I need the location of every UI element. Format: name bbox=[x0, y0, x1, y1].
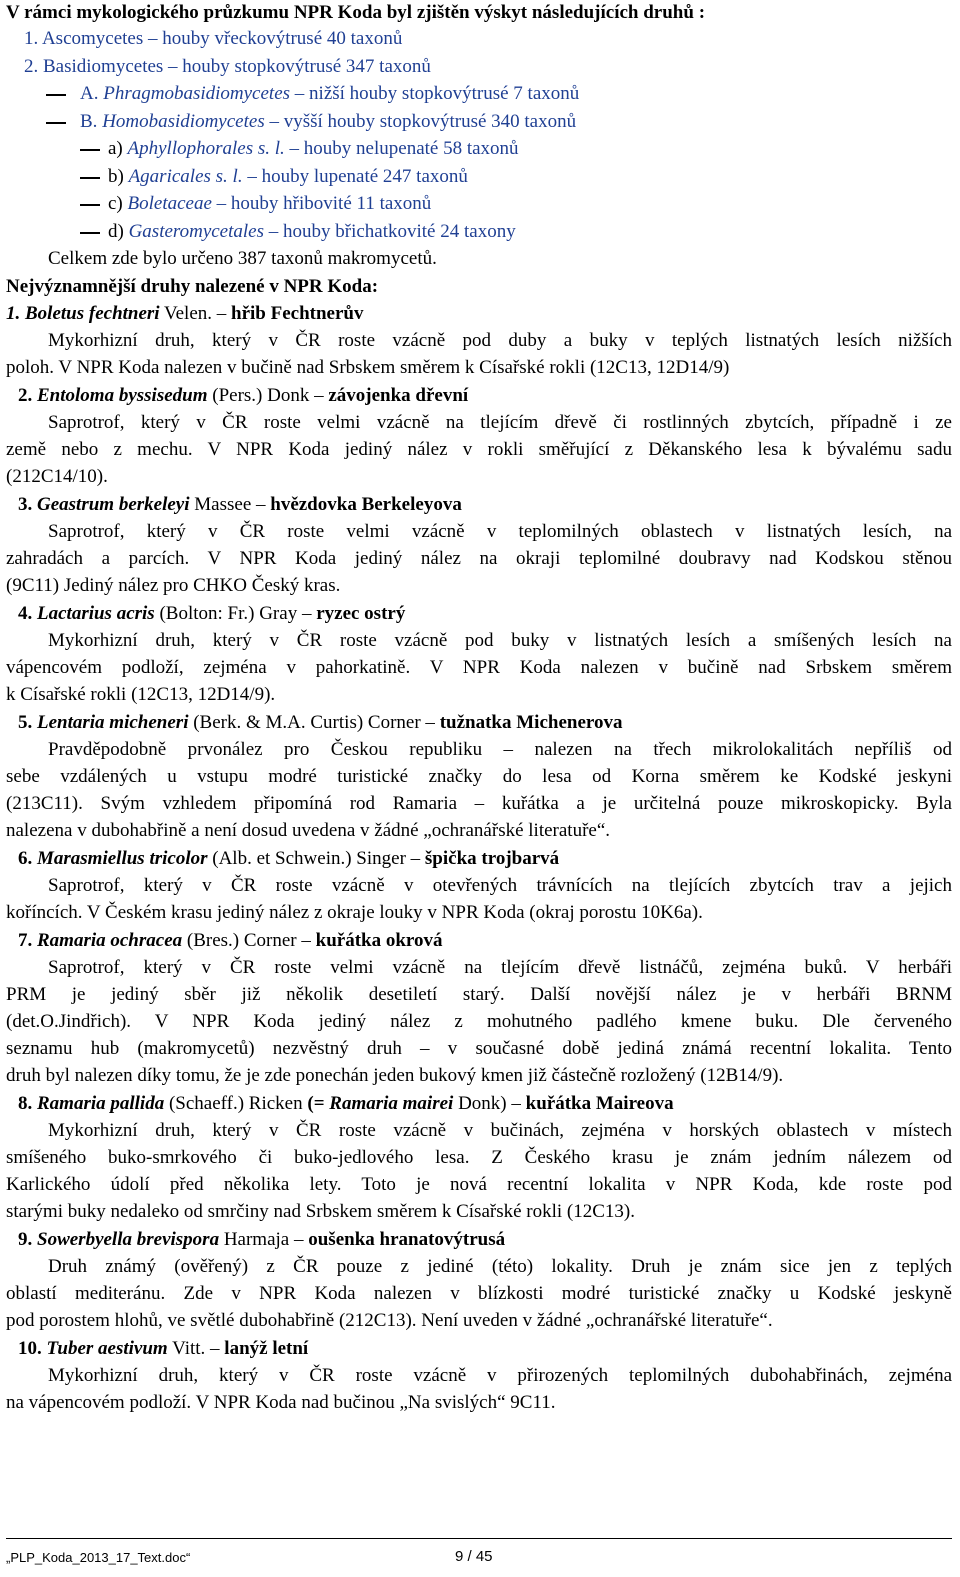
species-description-line: sebe vzdálených u vstupu modré turistické značky do lesa od Korna směrem ke Kodské jeskyni bbox=[6, 766, 952, 787]
species-title: 8. Ramaria pallida (Schaeff.) Ricken (= Ramaria mairei Donk) – kuřátka Maireova bbox=[18, 1093, 674, 1114]
intro-heading: V rámci mykologického průzkumu NPR Koda byl zjištěn výskyt následujících druhů : bbox=[6, 2, 706, 23]
footer-page-number: 9 / 45 bbox=[455, 1548, 493, 1565]
list-item-agaricales: b) Agaricales s. l. – houby lupenaté 247 taxonů bbox=[108, 166, 468, 187]
important-species-heading: Nejvýznamnější druhy nalezené v NPR Koda: bbox=[6, 276, 379, 297]
species-description-line: k Císařské rokli (12C13, 12D14/9). bbox=[6, 684, 276, 705]
list-item-boletaceae: c) Boletaceae – houby hřibovité 11 taxonů bbox=[108, 193, 432, 214]
species-description-line: druh byl nalezen díky tomu, že je zde ponechán jeden bukový kmen již částečně rozložený (12B14/9). bbox=[6, 1065, 784, 1086]
species-title: 3. Geastrum berkeleyi Massee – hvězdovka Berkeleyova bbox=[18, 494, 462, 515]
species-description-line: zahradách a parcích. V NPR Koda jediný nález na okraji teplomilné doubravy nad Kodskou stěnou bbox=[6, 548, 952, 569]
dash-bullet bbox=[46, 122, 66, 124]
species-description-line: Mykorhizní druh, který v ČR roste vzácně v přirozených teplomilných dubohabřinách, zejména bbox=[48, 1365, 952, 1386]
species-description-line: Saprotrof, který v ČR roste velmi vzácně na tlejícím dřevě listnáčů, zejména buků. V herbáři bbox=[48, 957, 952, 978]
dash-bullet bbox=[80, 232, 100, 234]
species-title: 5. Lentaria micheneri (Berk. & M.A. Curtis) Corner – tužnatka Michenerova bbox=[18, 712, 623, 733]
species-title: 10. Tuber aestivum Vitt. – lanýž letní bbox=[18, 1338, 309, 1359]
species-description-line: Saprotrof, který v ČR roste velmi vzácně na tlejícím dřevě či rostlinných zbytcích, případně i ze bbox=[48, 412, 952, 433]
species-title: 6. Marasmiellus tricolor (Alb. et Schwein.) Singer – špička trojbarvá bbox=[18, 848, 560, 869]
species-description-line: starými buky nedaleko od smrčiny nad Srbskem směrem k Císařské rokli (12C13). bbox=[6, 1201, 636, 1222]
dash-bullet bbox=[80, 177, 100, 179]
species-title: 7. Ramaria ochracea (Bres.) Corner – kuřátka okrová bbox=[18, 930, 443, 951]
list-item-gasteromycetales: d) Gasteromycetales – houby břichatkovité 24 taxony bbox=[108, 221, 516, 242]
dash-bullet bbox=[80, 204, 100, 206]
list-item-phragmobasidiomycetes: A. Phragmobasidiomycetes – nižší houby stopkovýtrusé 7 taxonů bbox=[80, 83, 580, 104]
species-description-line: Saprotrof, který v ČR roste velmi vzácně v teplomilných oblastech v listnatých lesích, na bbox=[48, 521, 952, 542]
species-title: 4. Lactarius acris (Bolton: Fr.) Gray – ryzec ostrý bbox=[18, 603, 406, 624]
list-item-basidiomycetes: 2. Basidiomycetes – houby stopkovýtrusé 347 taxonů bbox=[24, 56, 431, 77]
species-description-line: Pravděpodobně prvonález pro Českou republiku – nalezen na třech mikrolokalitách nepříliš od bbox=[48, 739, 952, 760]
species-description-line: Mykorhizní druh, který v ČR roste vzácně pod buky v listnatých lesích a smíšených lesích na bbox=[48, 630, 952, 651]
species-description-line: vápencovém podloží, zejména v pahorkatině. V NPR Koda nalezen v bučině nad Srbskem směrem bbox=[6, 657, 952, 678]
species-description-line: oblastí mediteránu. Zde v NPR Koda nalezen v blízkosti modré turistické značky u Kodské jeskyně bbox=[6, 1283, 952, 1304]
species-description-line: poloh. V NPR Koda nalezen v bučině nad Srbskem směrem k Císařské rokli (12C13, 12D14/9) bbox=[6, 357, 730, 378]
species-description-line: pod porostem hlohů, ve světlé dubohabřině (212C13). Není uveden v žádné „ochranářské literatuře“. bbox=[6, 1310, 773, 1331]
list-item-homobasidiomycetes: B. Homobasidiomycetes – vyšší houby stopkovýtrusé 340 taxonů bbox=[80, 111, 577, 132]
species-title: 2. Entoloma byssisedum (Pers.) Donk – závojenka dřevní bbox=[18, 385, 469, 406]
total-summary: Celkem zde bylo určeno 387 taxonů makromycetů. bbox=[48, 248, 437, 269]
footer-rule bbox=[6, 1538, 952, 1539]
species-description-line: koříncích. V Českém krasu jediný nález z okraje louky v NPR Koda (okraj porostu 10K6a). bbox=[6, 902, 703, 923]
species-title: 9. Sowerbyella brevispora Harmaja – oušenka hranatovýtrusá bbox=[18, 1229, 506, 1250]
dash-bullet bbox=[46, 94, 66, 96]
species-description-line: na vápencovém podloží. V NPR Koda nad bučinou „Na svislých“ 9C11. bbox=[6, 1392, 556, 1413]
species-description-line: Saprotrof, který v ČR roste vzácně v otevřených trávnících na tlejících zbytcích trav a jejich bbox=[48, 875, 952, 896]
list-item-ascomycetes: 1. Ascomycetes – houby vřeckovýtrusé 40 taxonů bbox=[24, 28, 403, 49]
species-description-line: Mykorhizní druh, který v ČR roste vzácně pod duby a buky v teplých listnatých lesích nižších bbox=[48, 330, 952, 351]
species-description-line: (9C11) Jediný nález pro CHKO Český kras. bbox=[6, 575, 341, 596]
species-title: 1. Boletus fechtneri Velen. – hřib Fechtnerův bbox=[6, 303, 364, 324]
species-description-line: Karlického údolí před několika lety. Toto je nová recentní lokalita v NPR Koda, kde roste pod bbox=[6, 1174, 952, 1195]
list-item-aphyllophorales: a) Aphyllophorales s. l. – houby nelupenaté 58 taxonů bbox=[108, 138, 519, 159]
species-description-line: PRM je jediný sběr již několik desetiletí starý. Další novější nález je v herbáři BRNM bbox=[6, 984, 952, 1005]
species-description-line: (212C14/10). bbox=[6, 466, 108, 487]
species-description-line: (det.O.Jindřich). V NPR Koda jediný nález z mohutného padlého kmene buku. Dle červeného bbox=[6, 1011, 952, 1032]
species-description-line: země nebo z mechu. V NPR Koda jediný nález v rokli směřující z Děkanského lesa k bývalému sadu bbox=[6, 439, 952, 460]
species-description-line: Druh známý (ověřený) z ČR pouze z jediné (této) lokality. Druh je znám sice jen z teplých bbox=[48, 1256, 952, 1277]
species-description-line: nalezena v dubohabřině a není dosud uvedena v žádné „ochranářské literatuře“. bbox=[6, 820, 611, 841]
footer-filename: „PLP_Koda_2013_17_Text.doc“ bbox=[6, 1550, 191, 1565]
species-description-line: Mykorhizní druh, který v ČR roste vzácně v bučinách, zejména v horských oblastech v místech bbox=[48, 1120, 952, 1141]
species-description-line: seznamu hub (makromycetů) nezvěstný druh – v současné době jediná známá recentní lokalita. Tento bbox=[6, 1038, 952, 1059]
species-description-line: (213C11). Svým vzhledem připomíná rod Ramaria – kuřátka a je určitelná pouze mikroskopicky. Byla bbox=[6, 793, 952, 814]
species-description-line: smíšeného buko-smrkového či buko-jedlového lesa. Z Českého krasu je znám jedním nálezem od bbox=[6, 1147, 952, 1168]
dash-bullet bbox=[80, 149, 100, 151]
